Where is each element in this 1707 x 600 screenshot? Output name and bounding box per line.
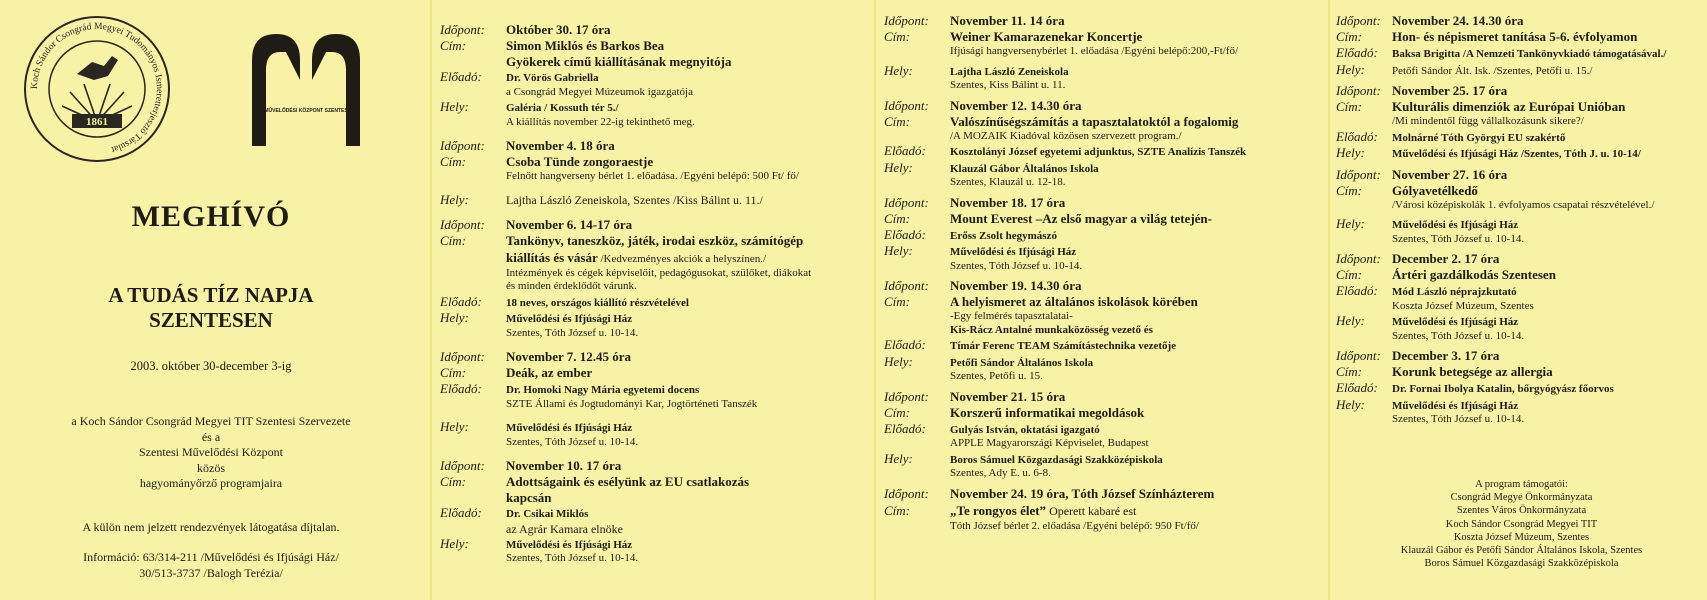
- tit-seal-icon: [22, 14, 172, 164]
- fold-line: [430, 0, 432, 600]
- event-entry: Időpont: November 21. 15 óra Cím: Korszerű informatikai megoldások Előadó: Gulyás István, oktatási igazgató APPLE Magyarországi Képviselet, Budapest Hely: Boros Sámuel Közgazdasági Szakközépiskola Szentes, Ady E. u. 6-8.: [884, 388, 1163, 479]
- event-entry: Időpont: November 6. 14-17 óra Cím: Tankönyv, taneszköz, játék, irodai eszköz, számítógép kiállítás és vásár /Kedvezményes akciók a helyszínen./ Intézmények és cégek képviselőit, pedagógusokat, szülőket, diákokat és minden érdeklődőt várunk. Előadó: 18 neves, országos kiállító részvételével Hely: Művelődési és Ifjúsági Ház Szentes, Tóth József u. 10-14.: [440, 216, 812, 339]
- organizers: a Koch Sándor Csongrád Megyei TIT Szentesi Szervezete és a Szentesi Művelődési Központ közös hagyományőrző programjaira: [71, 414, 351, 490]
- event-entry: Időpont: November 11. 14 óra Cím: Weiner Kamarazenekar Koncertje Ifjúsági hangversenybérlet 1. előadása /Egyéni belépő:200,-Ft/fő/ Hely: Lajtha László Zeneiskola Szentes, Kiss Bálint u. 11.: [884, 13, 1239, 91]
- event-entry: Időpont: November 12. 14.30 óra Cím: Valószínűségszámítás a tapasztalatoktól a fogalomig /A MOZAIK Kiadóval közösen szervezett program./ Előadó: Kosztolányi József egyetemi adjunktus, SZTE Analízis Tanszék Hely: Klauzál Gábor Általános Iskola Szentes, Klauzál u. 12-18.: [884, 97, 1247, 188]
- series-dates: 2003. október 30-december 3-ig: [130, 359, 292, 373]
- event-series-title: A TUDÁS TÍZ NAPJA SZENTESEN: [108, 283, 314, 332]
- invitation-heading: MEGHÍVÓ: [131, 200, 291, 233]
- program-column-3: [1336, 0, 1707, 600]
- svg-text:1861: 1861: [86, 116, 108, 128]
- svg-text:MŰVELŐDÉSI KÖZPONT SZENTES: MŰVELŐDÉSI KÖZPONT SZENTES: [264, 108, 348, 114]
- event-entry: Időpont: November 10. 17 óra Cím: Adottságaink és esélyünk az EU csatlakozás kapcsán Előadó: Dr. Csikai Miklós az Agrár Kamara elnöke Hely: Művelődési és Ifjúsági Ház Szentes, Tóth József u. 10-14.: [440, 458, 750, 564]
- contact-info: Információ: 63/314-211 /Művelődési és Ifjúsági Ház/ 30/513-3737 /Balogh Terézia/: [83, 550, 339, 580]
- event-entry: Időpont: Október 30. 17 óra Cím: Simon Miklós és Barkos Bea Gyökerek című kiállításának megnyitója Előadó: Dr. Vörös Gabriella a Csongrád Megyei Múzeumok igazgatója Hely: Galéria / Kossuth tér 5./ A kiállítás november 22-ig tekinthető meg.: [440, 22, 732, 128]
- event-entry: Időpont: November 18. 17 óra Cím: Mount Everest –Az első magyar a világ tetején- Előadó: Erőss Zsolt hegymászó Hely: Művelődési és Ifjúsági Ház Szentes, Tóth József u. 10-14.: [884, 194, 1212, 272]
- muvelodesi-kozpont-logo-icon: [246, 30, 366, 148]
- program-column-1: [440, 0, 865, 600]
- cover-column: [0, 0, 422, 600]
- event-entry: Időpont: November 7. 12.45 óra Cím: Deák, az ember Előadó: Dr. Homoki Nagy Mária egyetemi docens SZTE Állami és Jogtudományi Kar, Jogtörténeti Tanszék Hely: Művelődési és Ifjúsági Ház Szentes, Tóth József u. 10-14.: [440, 349, 758, 448]
- svg-text:Koch Sándor Csongrád Megyei Tu: Koch Sándor Csongrád Megyei Tudományos Ismeretterjesztő Társulat: [29, 21, 165, 155]
- fold-line: [1328, 0, 1330, 600]
- free-admission-note: A külön nem jelzett rendezvények látogatása díjtalan.: [82, 520, 340, 534]
- event-entry: Időpont: November 24. 14.30 óra Cím: Hon- és népismeret tanítása 5-6. évfolyamon Előadó: Baksa Brigitta /A Nemzeti Tankönyvkiadó támogatásával./ Hely: Petőfi Sándor Ált. Isk. /Szentes, Petőfi u. 15./: [1336, 13, 1667, 77]
- event-entry: Időpont: November 27. 16 óra Cím: Gólyavetélkedő /Városi középiskolák 1. évfolyamos csapatai részvételével./ Hely: Művelődési és Ifjúsági Ház Szentes, Tóth József u. 10-14.: [1336, 166, 1655, 245]
- event-entry: Időpont: November 19. 14.30 óra Cím: A helyismeret az általános iskolások körében -Egy felmérés tapasztalatai- Kis-Rácz Antalné munkaközösség vezető és Előadó: Tímár Ferenc TEAM Számítástechnika vezetője Hely: Petőfi Sándor Általános Iskola Szentes, Petőfi u. 15.: [884, 278, 1198, 382]
- event-entry: Időpont: December 2. 17 óra Cím: Ártéri gazdálkodás Szentesen Előadó: Mód László néprajzkutató Koszta József Múzeum, Szentes Hely: Művelődési és Ifjúsági Ház Szentes, Tóth József u. 10-14.: [1336, 251, 1556, 342]
- program-column-2: [884, 0, 1324, 600]
- event-entry: Időpont: November 24. 19 óra, Tóth József Színházterem Cím: „Te rongyos élet” Operett kabaré est Tóth József bérlet 2. előadása /Egyéni belépő: 950 Ft/fő/: [884, 485, 1215, 532]
- event-entry: Időpont: November 4. 18 óra Cím: Csoba Tünde zongoraestje Felnőtt hangverseny bérlet 1. előadása. /Egyéni belépő: 500 Ft/ fő/ Hely: Lajtha László Zeneiskola, Szentes /Kiss Bálint u. 11./: [440, 138, 799, 207]
- fold-line: [874, 0, 876, 600]
- event-entry: Időpont: December 3. 17 óra Cím: Korunk betegsége az allergia Előadó: Dr. Fornai Ibolya Katalin, bőrgyógyász főorvos Hely: Művelődési és Ifjúsági Ház Szentes, Tóth József u. 10-14.: [1336, 348, 1614, 425]
- event-entry: Időpont: November 25. 17 óra Cím: Kulturális dimenziók az Európai Unióban /Mi mindentől függ vállalkozásunk sikere?/ Előadó: Molnárné Tóth Györgyi EU szakértő Hely: Művelődési és Ifjúsági Ház /Szentes, Tóth J. u. 10-14/: [1336, 83, 1641, 160]
- supporters-list: A program támogatói: Csongrád Megye Önkormányzata Szentes Város Önkormányzata Koch Sándor Csongrád Megyei TIT Koszta József Múzeum, Szentes Klauzál Gábor és Petőfi Sándor Általános Iskola, Szentes Boros Sámuel Közgazdasági Szakközépiskola: [1400, 479, 1643, 570]
